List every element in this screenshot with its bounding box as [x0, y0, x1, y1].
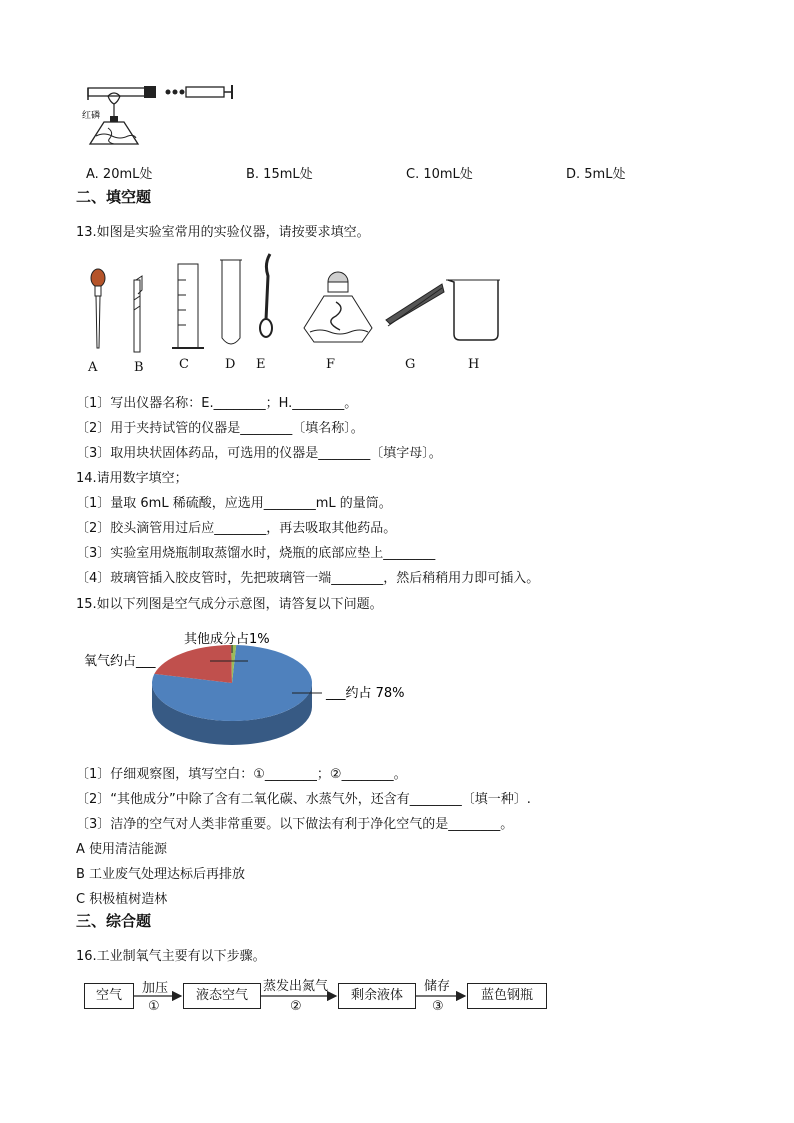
flow-box-blue-cylinder: 蓝色钢瓶: [467, 983, 547, 1009]
step-2-number: ②: [290, 999, 302, 1014]
tweezers-icon: [386, 284, 444, 326]
pie-label-nitrogen: ___约占 78%: [326, 686, 405, 701]
step-1-label: 加压: [142, 981, 169, 996]
q16-stem: 16.工业制氧气主要有以下步骤。: [76, 949, 266, 964]
air-composition-pie-chart: [80, 625, 440, 755]
flow-box-remaining-liquid: 剩余液体: [338, 983, 416, 1009]
alcohol-lamp-icon: [304, 272, 372, 342]
flow-box-air: 空气: [84, 983, 134, 1009]
q15-line-3: 〔3〕洁净的空气对人类非常重要。以下做法有利于净化空气的是________。: [76, 817, 514, 832]
step-3-number: ③: [432, 999, 444, 1014]
section-2-title: 二、填空题: [76, 188, 152, 206]
step-3-label: 储存: [424, 979, 451, 994]
instrument-label-c: C: [179, 357, 189, 372]
test-tube-holder-icon: [134, 276, 142, 352]
instrument-label-f: F: [326, 357, 336, 372]
q12-option-d[interactable]: D. 5mL处: [566, 167, 626, 182]
q15-option-a[interactable]: A 使用清洁能源: [76, 842, 168, 857]
q14-line-2: 〔2〕胶头滴管用过后应________，再去吸取其他药品。: [76, 521, 397, 536]
q13-line-1: 〔1〕写出仪器名称：E.________；H.________。: [76, 396, 358, 411]
pie-label-other: 其他成分占1%: [184, 632, 270, 647]
red-phosphorus-label: 红磷: [82, 111, 101, 121]
q15-option-b[interactable]: B 工业废气处理达标后再排放: [76, 867, 246, 882]
q14-line-3: 〔3〕实验室用烧瓶制取蒸馏水时，烧瓶的底部应垫上________: [76, 546, 436, 561]
q12-option-c[interactable]: C. 10mL处: [406, 167, 473, 182]
graduated-cylinder-icon: [172, 264, 204, 348]
step-1-number: ①: [148, 999, 160, 1014]
q15-stem: 15.如以下列图是空气成分示意图，请答复以下问题。: [76, 597, 383, 612]
instrument-label-e: E: [256, 357, 266, 372]
q13-line-2: 〔2〕用于夹持试管的仪器是________〔填名称〕。: [76, 421, 364, 436]
flow-box-liquid-air: 液态空气: [183, 983, 261, 1009]
q15-line-2: 〔2〕“其他成分”中除了含有二氧化碳、水蒸气外，还含有________〔填一种〕.: [76, 792, 531, 807]
pie-label-oxygen: 氧气约占___: [84, 654, 156, 669]
q13-stem: 13.如图是实验室常用的实验仪器，请按要求填空。: [76, 225, 370, 240]
q14-stem: 14.请用数字填空；: [76, 471, 188, 486]
q14-line-4: 〔4〕玻璃管插入胶皮管时，先把玻璃管一端________，然后稍稍用力即可插入。: [76, 571, 540, 586]
combustion-spoon-icon: [260, 254, 272, 337]
step-2-label: 蒸发出氮气: [263, 979, 329, 994]
q12-option-a[interactable]: A. 20mL处: [86, 167, 153, 182]
q15-line-1: 〔1〕仔细观察图，填写空白：①________；②________。: [76, 767, 407, 782]
q14-line-1: 〔1〕量取 6mL 稀硫酸，应选用________mL 的量筒。: [76, 496, 392, 511]
q12-option-b[interactable]: B. 15mL处: [246, 167, 313, 182]
instrument-label-g: G: [405, 357, 416, 372]
lab-instruments-figure: [80, 250, 510, 356]
instrument-label-d: D: [225, 357, 236, 372]
instrument-label-a: A: [88, 360, 98, 375]
red-phosphorus-apparatus-figure: [80, 78, 240, 154]
dropper-icon: [91, 269, 105, 348]
beaker-icon: [446, 280, 500, 340]
section-3-title: 三、综合题: [76, 912, 152, 930]
q13-line-3: 〔3〕取用块状固体药品，可选用的仪器是________〔填字母〕。: [76, 446, 442, 461]
instrument-label-h: H: [468, 357, 480, 372]
instrument-label-b: B: [134, 360, 144, 375]
test-tube-icon: [220, 260, 242, 344]
pie-slices: [152, 645, 312, 745]
q15-option-c[interactable]: C 积极植树造林: [76, 892, 168, 907]
